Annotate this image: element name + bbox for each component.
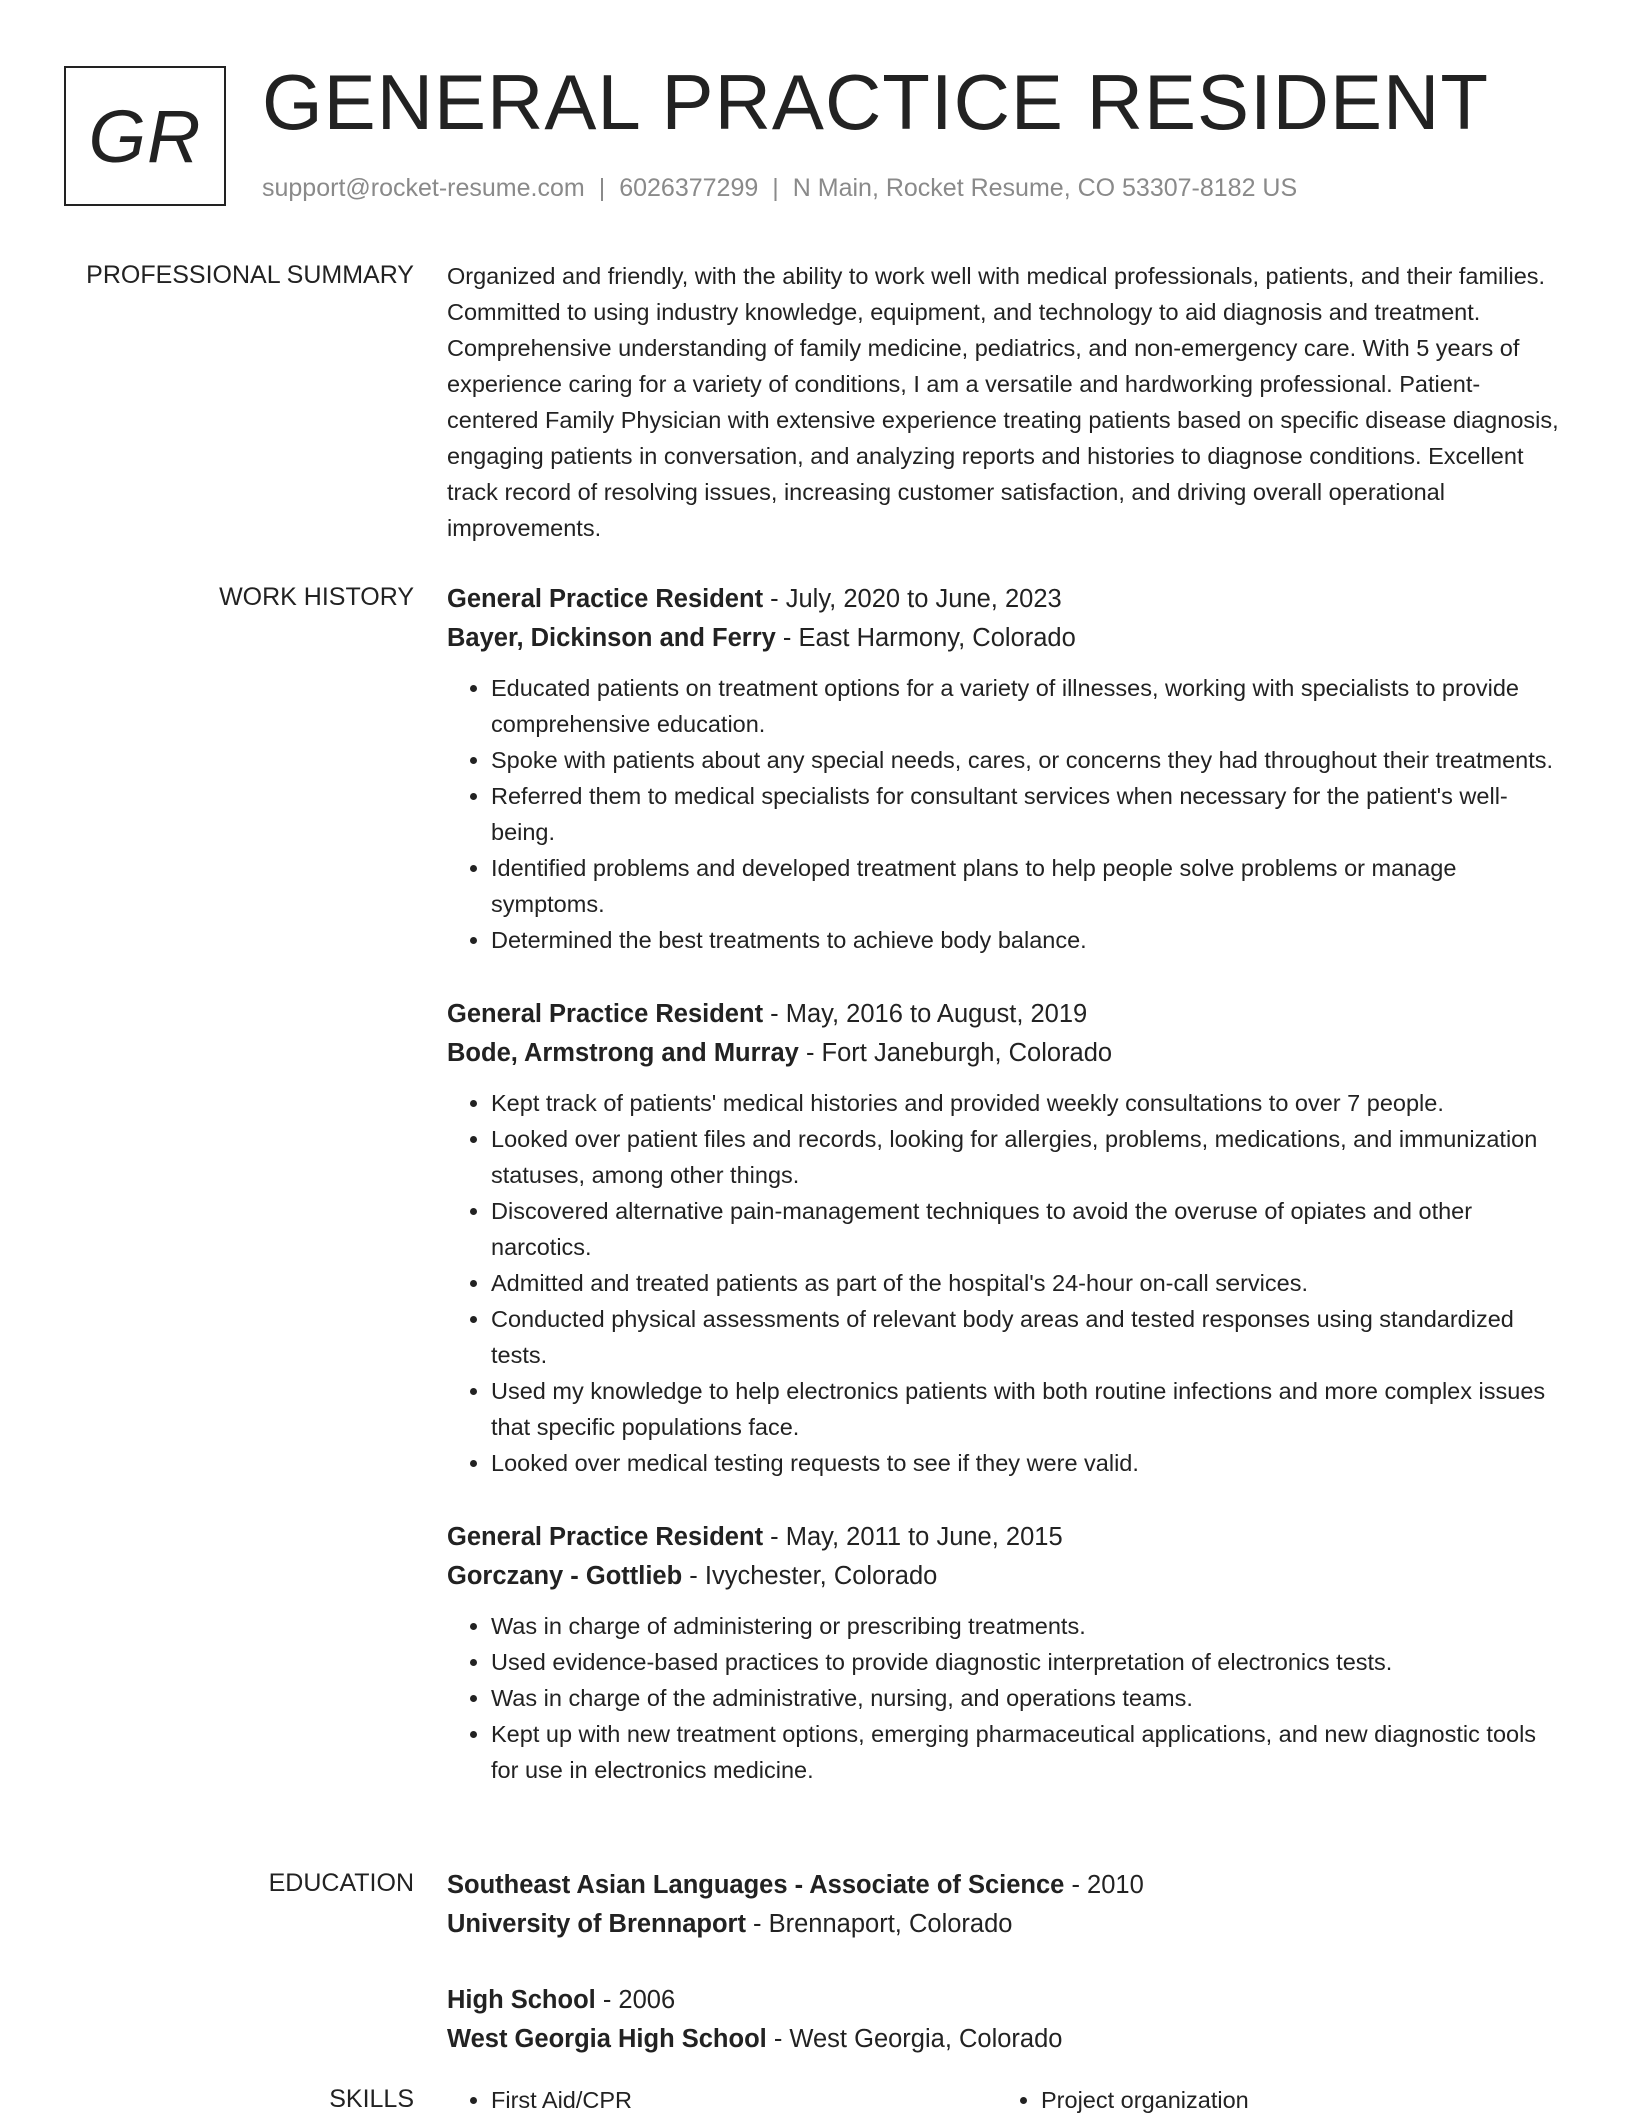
job-company: Bayer, Dickinson and Ferry <box>447 624 776 652</box>
contact-line <box>262 174 1297 203</box>
duty-item: • Kept track of patients' medical histories and provided weekly consultations to over 7 people. <box>491 1085 1567 1121</box>
contact-phone: 6026377299 <box>619 174 759 202</box>
education-school: West Georgia High School <box>447 2025 767 2053</box>
job-dates: - May, 2016 to August, 2019 <box>763 1000 1088 1028</box>
job-entry <box>447 580 1567 958</box>
education-degree: Southeast Asian Languages - Associate of Science <box>447 1871 1065 1899</box>
skill-item: • First Aid/CPR <box>491 2082 997 2118</box>
education-body <box>447 1866 1567 2096</box>
duty-item: • Spoke with patients about any special needs, cares, or concerns they had throughout their treatments. <box>491 742 1567 778</box>
job-company: Gorczany - Gottlieb <box>447 1562 683 1590</box>
job-location: - Ivychester, Colorado <box>682 1562 938 1590</box>
job-title-line <box>447 1518 1567 1557</box>
contact-email: support@rocket-resume.com <box>262 174 585 202</box>
skills-column-right <box>997 2082 1547 2118</box>
education-degree: High School <box>447 1986 596 2014</box>
monogram: GR <box>64 66 226 206</box>
job-duties <box>447 670 1567 958</box>
duty-item: • Looked over patient files and records, looking for allergies, problems, medications, and immunization statuses, among other things. <box>491 1121 1567 1193</box>
job-dates: - May, 2011 to June, 2015 <box>763 1523 1063 1551</box>
job-dates: - July, 2020 to June, 2023 <box>763 585 1062 613</box>
contact-separator: | <box>598 174 606 202</box>
education-school: University of Brennaport <box>447 1910 746 1938</box>
job-title-line <box>447 995 1567 1034</box>
job-location: - East Harmony, Colorado <box>775 624 1076 652</box>
contact-address: N Main, Rocket Resume, CO 53307-8182 US <box>792 174 1298 202</box>
education-location: - West Georgia, Colorado <box>766 2025 1063 2053</box>
education-school-line <box>447 1905 1567 1944</box>
skills-heading: SKILLS <box>329 2085 414 2113</box>
education-degree-line <box>447 1981 1567 2020</box>
skills-grid <box>447 2082 1567 2118</box>
duty-item: • Was in charge of administering or prescribing treatments. <box>491 1608 1567 1644</box>
education-degree-line <box>447 1866 1567 1905</box>
job-entry <box>447 995 1567 1481</box>
job-title: General Practice Resident <box>447 585 764 613</box>
job-title: General Practice Resident <box>447 1523 764 1551</box>
skills-body <box>447 2082 1567 2118</box>
duty-item: • Was in charge of the administrative, nursing, and operations teams. <box>491 1680 1567 1716</box>
education-school-line <box>447 2020 1567 2059</box>
duty-item: • Determined the best treatments to achieve body balance. <box>491 922 1567 958</box>
resume-name: GENERAL PRACTICE RESIDENT <box>262 58 1489 146</box>
work-history-heading: WORK HISTORY <box>219 583 414 611</box>
job-company-line <box>447 619 1567 658</box>
job-company-line <box>447 1557 1567 1596</box>
job-title: General Practice Resident <box>447 1000 764 1028</box>
duty-item: • Looked over medical testing requests to see if they were valid. <box>491 1445 1567 1481</box>
education-location: - Brennaport, Colorado <box>745 1910 1013 1938</box>
education-year: - 2010 <box>1064 1871 1144 1899</box>
duty-item: • Educated patients on treatment options for a variety of illnesses, working with specialists to provide comprehensive education. <box>491 670 1567 742</box>
duty-item: • Conducted physical assessments of relevant body areas and tested responses using standardized tests. <box>491 1301 1567 1373</box>
skills-column-left <box>447 2082 997 2118</box>
duty-item: • Identified problems and developed treatment plans to help people solve problems or manage symptoms. <box>491 850 1567 922</box>
duty-item: • Admitted and treated patients as part of the hospital's 24-hour on-call services. <box>491 1265 1567 1301</box>
education-heading: EDUCATION <box>268 1869 414 1897</box>
job-title-line <box>447 580 1567 619</box>
job-entry <box>447 1518 1567 1788</box>
duty-item: • Discovered alternative pain-management techniques to avoid the overuse of opiates and other narcotics. <box>491 1193 1567 1265</box>
education-entry <box>447 1866 1567 1944</box>
education-year: - 2006 <box>595 1986 676 2014</box>
work-history-body <box>447 580 1567 1825</box>
duty-item: • Referred them to medical specialists for consultant services when necessary for the patient's well-being. <box>491 778 1567 850</box>
job-duties <box>447 1085 1567 1481</box>
skill-item: • Project organization <box>1041 2082 1547 2118</box>
summary-heading: PROFESSIONAL SUMMARY <box>86 261 414 289</box>
job-company-line <box>447 1034 1567 1073</box>
contact-separator: | <box>772 174 779 202</box>
job-location: - Fort Janeburgh, Colorado <box>798 1039 1113 1067</box>
duty-item: • Kept up with new treatment options, emerging pharmaceutical applications, and new diagnostic tools for use in electronics medicine. <box>491 1716 1567 1788</box>
summary-text: Organized and friendly, with the ability to work well with medical professionals, patients, and their families. Committed to using industry knowledge, equipment, and technology to aid diagnosis and treatment. Comprehensive understanding of family medicine, pediatrics, and non-emergency care. With 5 years of experience caring for a variety of conditions, I am a versatile and hardworking professional. Patient-centered Family Physician with extensive experience treating patients based on specific disease diagnosis, engaging patients in conversation, and analyzing reports and histories to diagnose conditions. Excellent track record of resolving issues, increasing customer satisfaction, and driving overall operational improvements. <box>447 263 1559 541</box>
job-duties <box>447 1608 1567 1788</box>
duty-item: • Used evidence-based practices to provide diagnostic interpretation of electronics tests. <box>491 1644 1567 1680</box>
education-entry <box>447 1981 1567 2059</box>
job-company: Bode, Armstrong and Murray <box>447 1039 799 1067</box>
duty-item: • Used my knowledge to help electronics patients with both routine infections and more complex issues that specific populations face. <box>491 1373 1567 1445</box>
